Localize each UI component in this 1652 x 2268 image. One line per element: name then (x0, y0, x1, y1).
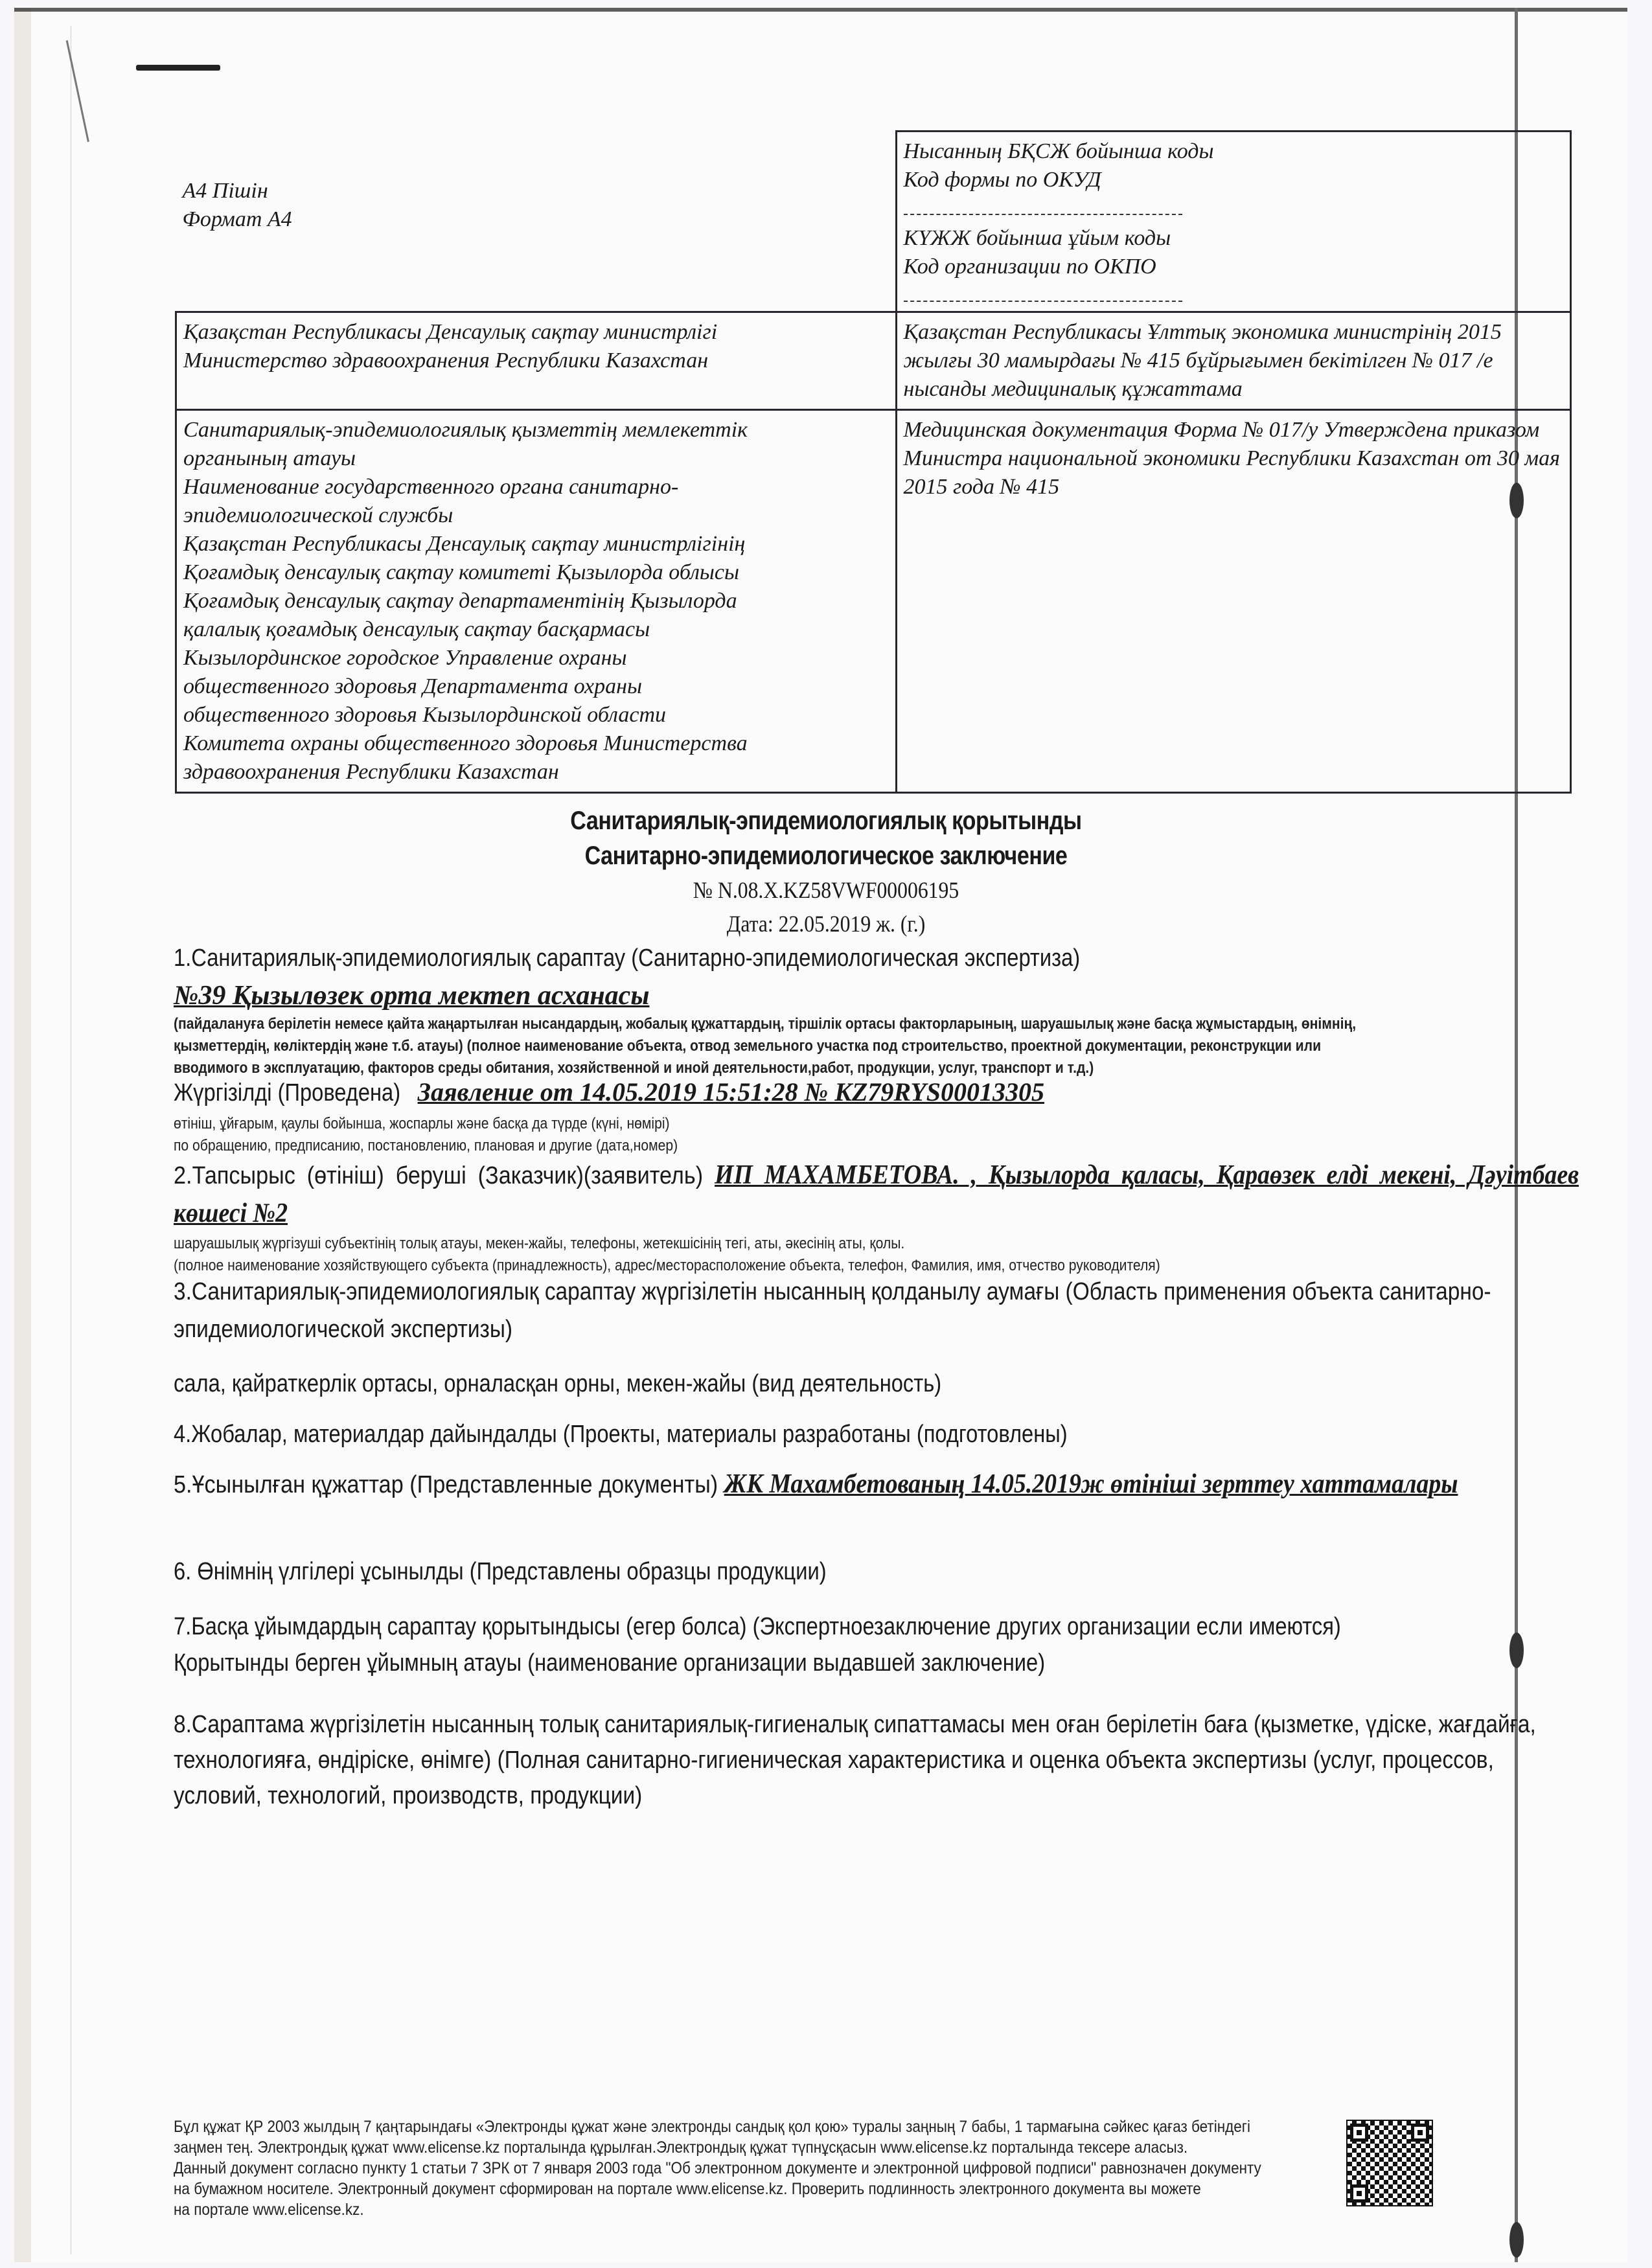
qr-finder (1350, 2124, 1368, 2142)
section-1-value: №39 Қызылөзек орта мектеп асханасы (174, 981, 650, 1011)
authority-line: Кызылординское городское Управление охраны (183, 646, 627, 670)
authority-line: общественного здоровья Кызылординской области (183, 703, 666, 727)
codes-cell (896, 132, 1571, 312)
pen-mark (136, 65, 220, 71)
section-7-sub: Қорытынды берген ұйымның атауы (наименование организации выдавшей заключение) (174, 1649, 1046, 1677)
authority-line: қалалық қоғамдық денсаулық сақтау басқармасы (183, 617, 650, 641)
footer-line: заңмен тең. Электрондық құжат www.elicense.kz порталында құрылған.Электрондық құжат түпнұсқасын www.elicense.kz порталында тексере аласыз. (174, 2138, 1188, 2157)
conducted-hint: өтініш, ұйғарым, қаулы бойынша, жоспарлы және басқа да түрде (күні, нөмірі) (174, 1115, 670, 1132)
format-cell (176, 132, 897, 312)
scan-edge-top (14, 8, 1627, 12)
order-kz: Қазақстан Республикасы Ұлттық экономика министрінің 2015 жылғы 30 мамырдағы № 415 бұйрығымен бекітілген № 017 /е нысанды медициналық құжаттама (903, 320, 1502, 401)
conducted-label: Жүргізілді (Проведена) (174, 1079, 401, 1106)
header-table (175, 130, 1572, 794)
authority-line: здравоохранения Республики Казахстан (183, 760, 559, 784)
section-5-label: 5.Ұсынылған құжаттар (Представленные документы) (174, 1471, 718, 1498)
section-4-label: 4.Жобалар, материалдар дайындалды (Проекты, материалы разработаны (подготовлены) (174, 1421, 1068, 1448)
authority-line: Қоғамдық денсаулық сақтау комитеті Қызылорда облысы (183, 560, 740, 584)
okud-blank (904, 194, 1182, 215)
footer-line: Бұл құжат ҚР 2003 жылдың 7 қаңтарындағы «Электронды құжат және электронды сандық қол қою» туралы заңның 7 бабы, 1 тармағына сәйкес қағаз бетіндегі (174, 2118, 1251, 2136)
section-7-label: 7.Басқа ұйымдардың сараптау қорытындысы (егер болса) (Экспертноезаключение других организации если имеются) (174, 1613, 1341, 1640)
ink-blot (1509, 1632, 1524, 1668)
authority-line: органының атауы (183, 446, 356, 470)
qr-finder (1411, 2124, 1429, 2142)
section-5-value: ЖК Махамбетованың 14.05.2019ж өтініші зерттеу хаттамалары (724, 1469, 1458, 1499)
section-3 (174, 1273, 1579, 1348)
authority-line: Санитариялық-эпидемиологиялық қызметтің мемлекеттік (183, 418, 748, 442)
form-label-ru: Формат А4 (182, 207, 292, 231)
okud-kz: Нысанның БҚСЖ бойынша коды (903, 139, 1214, 163)
section-2-hint: (полное наименование хозяйствующего субъекта (принадлежность), адрес/месторасположение объекта, телефон, Фамилия, имя, отчество руководителя) (174, 1257, 1160, 1274)
okpo-ru: Код организации по ОКПО (903, 255, 1156, 279)
order-kz-cell (896, 312, 1571, 410)
ministry-cell (176, 312, 897, 410)
order-ru-cell (896, 410, 1571, 793)
okpo-kz: КҮЖЖ бойынша ұйым коды (903, 226, 1171, 250)
section-3-hint: сала, қайраткерлік ортасы, орналасқан орны, мекен-жайы (вид деятельность) (174, 1370, 942, 1397)
section-2 (174, 1156, 1579, 1277)
okud-ru: Код формы по ОКУД (903, 168, 1101, 192)
ministry-kz: Қазақстан Республикасы Денсаулық сақтау министрлігі (183, 320, 718, 344)
title-kz: Санитариялық-эпидемиологиялық қорытынды (570, 807, 1082, 835)
authority-line: общественного здоровья Департамента охраны (183, 674, 643, 698)
section-1 (174, 938, 1579, 1079)
ministry-ru: Министерство здравоохранения Республики Казахстан (183, 349, 709, 372)
qr-code-icon (1346, 2120, 1433, 2206)
section-2-hint: шаруашылық жүргізуші субъектінің толық атауы, мекен-жайы, телефоны, жетекшісінің тегі, аты, әкесінің аты, қолы. (174, 1235, 905, 1252)
scan-edge (14, 8, 31, 2262)
qr-finder (1350, 2184, 1368, 2203)
document-number: № N.08.X.KZ58VWF00006195 (693, 877, 959, 903)
authority-line: эпидемиологической службы (183, 503, 453, 527)
authority-line: Қазақстан Республикасы Денсаулық сақтау министрлігінің (183, 532, 746, 556)
section-2-value: ИП МАХАМБЕТОВА. , Қызылорда қаласы, Қараөзек елді мекені, Дәуітбаев көшесі №2 (174, 1160, 1579, 1228)
ink-blot (1509, 2222, 1524, 2258)
document-date: Дата: 22.05.2019 ж. (г.) (726, 911, 926, 937)
section-2-label: 2.Тапсырыс (өтініш) беруші (Заказчик)(заявитель) (174, 1162, 704, 1189)
conducted-value: Заявление от 14.05.2019 15:51:28 № KZ79RYS00013305 (417, 1077, 1045, 1106)
section-5 (174, 1464, 1579, 1505)
authority-line: Наименование государственного органа санитарно- (183, 475, 679, 499)
conducted-hint: по обращению, предписанию, постановлению, плановая и другие (дата,номер) (174, 1137, 678, 1154)
footer-line: Данный документ согласно пункту 1 статьи 7 ЗРК от 7 января 2003 года "Об электронном документе и электронной цифровой подписи" равнозначен документу (174, 2159, 1261, 2177)
footer-line: на портале www.elicense.kz. (174, 2201, 364, 2219)
section-8 (174, 1707, 1579, 1814)
section-1-hint: вводимого в эксплуатацию, факторов среды обитания, хозяйственной и иной деятельности,работ, продукции, услуг, транспорт и т.д.) (174, 1059, 1094, 1077)
section-3-label: 3.Санитариялық-эпидемиологиялық сараптау жүргізілетін нысанның қолданылу аумағы (Область применения объекта санитарно-эпидемиологической экспертизы) (174, 1278, 1491, 1343)
section-conducted (174, 1072, 1579, 1157)
authority-cell (176, 410, 897, 793)
order-ru: Медицинская документация Форма № 017/у Утверждена приказом Министра национальной экономики Республики Казахстан от 30 мая 2015 года № 415 (903, 418, 1560, 499)
title-ru: Санитарно-эпидемиологическое заключение (584, 842, 1068, 870)
footer-note (174, 2116, 1281, 2220)
section-1-hint: қызметтердің, көліктердің және т.б. атауы) (полное наименование объекта, отвод земельного участка под строительство, проектной документации, реконструкции или (174, 1037, 1322, 1055)
footer-line: на бумажном носителе. Электронный документ сформирован на портале www.elicense.kz. Проверить подлинность электронного документа вы можете (174, 2180, 1201, 2198)
form-label-kz: А4 Пішін (182, 178, 268, 203)
section-8-label: 8.Сараптама жүргізілетін нысанның толық санитариялық-гигиеналық сипаттамасы мен оған берілетін баға (қызметке, үдіске, жағдайға, технологияға, өндіріске, өнімге) (Полная санитарно-гигиеническая характеристика и оценка объекта экспертизы (услуг, процессов, условий, технологий, производств, продукции) (174, 1711, 1536, 1809)
section-1-label: 1.Санитариялық-эпидемиологиялық сараптау (Санитарно-эпидемиологическая экспертиза) (174, 945, 1081, 972)
document-title-block (0, 803, 1652, 941)
okpo-blank (904, 281, 1182, 302)
section-1-hint: (пайдалануға берілетін немесе қайта жаңартылған нысандардың, жобалық құжаттардың, тіршілік ортасы факторларының, шаруашылық және басқа жұмыстардың, өнімнің, (174, 1015, 1357, 1033)
authority-line: Қоғамдық денсаулық сақтау департаментінің Қызылорда (183, 589, 737, 613)
section-6-label: 6. Өнімнің үлгілері ұсынылды (Представлены образцы продукции) (174, 1558, 827, 1585)
authority-line: Комитета охраны общественного здоровья Министерства (183, 731, 748, 755)
